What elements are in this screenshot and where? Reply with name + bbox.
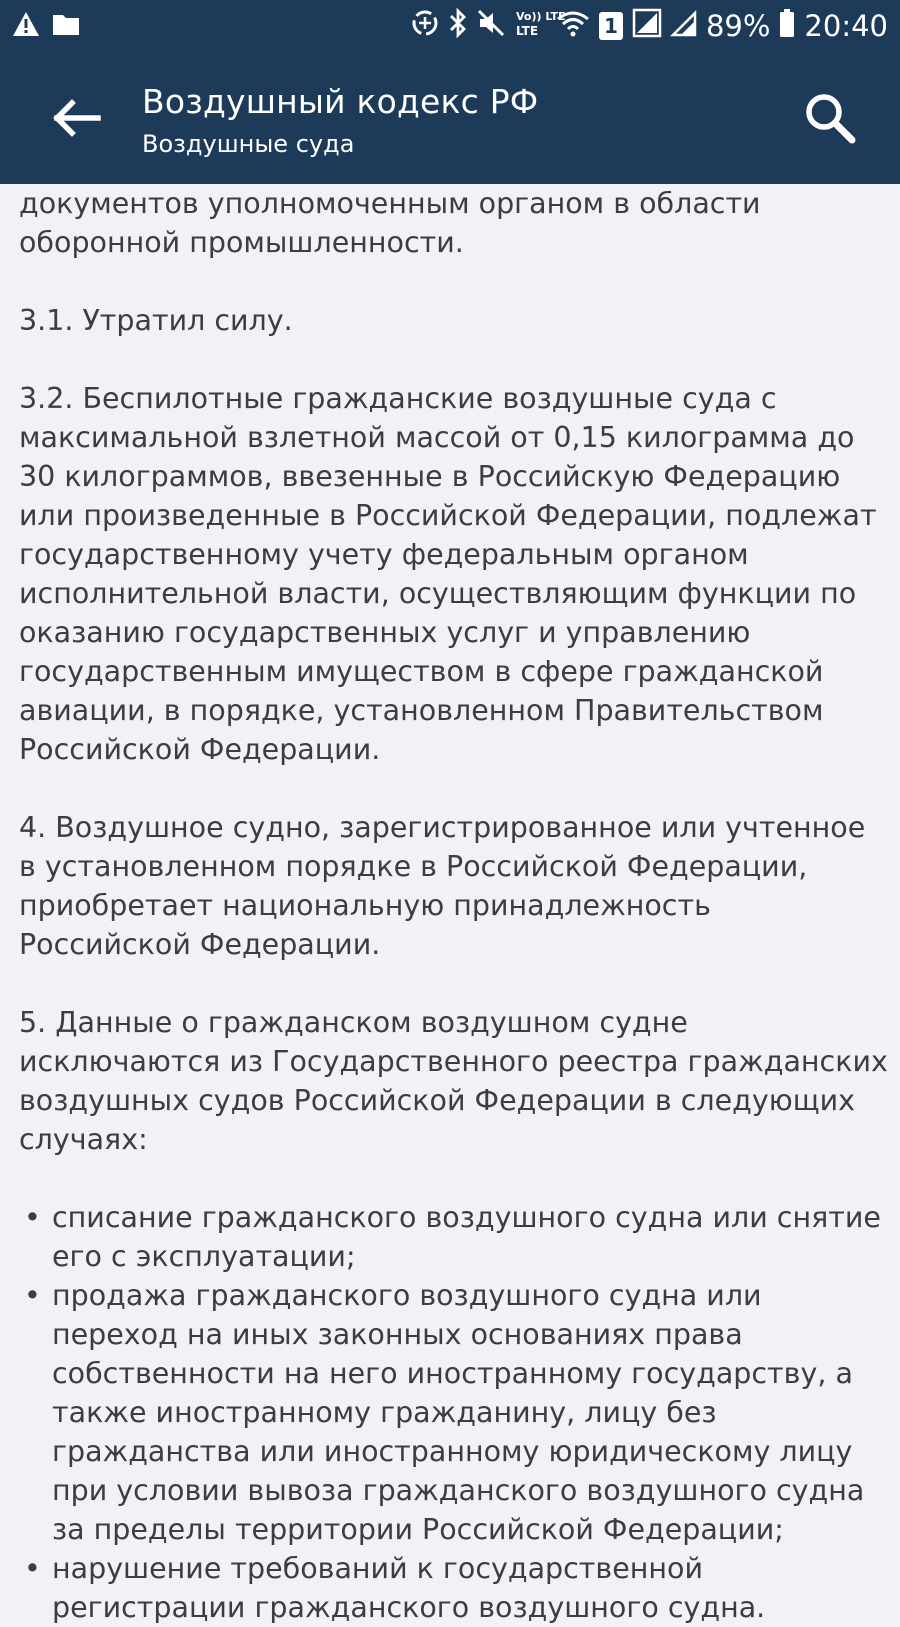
top-bar bbox=[0, 0, 900, 184]
mute-icon bbox=[476, 8, 506, 45]
clock: 20:40 bbox=[804, 9, 888, 43]
app-bar bbox=[0, 52, 900, 184]
paragraph-5: 5. Данные о гражданском воздушном судне исключаются из Государственного реестра гражданских воздушных судов Российской Федерации в следующих случаях: bbox=[19, 1006, 888, 1156]
status-bar bbox=[0, 0, 900, 52]
page-subtitle: Воздушные суда bbox=[142, 130, 355, 158]
paragraph-partial: документов уполномоченным органом в области оборонной промышленности. bbox=[19, 187, 761, 259]
status-bar-right bbox=[410, 6, 888, 46]
svg-text:LTE: LTE bbox=[515, 23, 538, 38]
paragraph-3-2: 3.2. Беспилотные гражданские воздушные суда с максимальной взлетной массой от 0,15 килограмма до 30 килограммов, ввезенные в Российскую Федерацию или произведенные в Российской Федерации, подлежат государственному учету федеральным органом исполнительной власти, осуществляющим функции по оказанию государственных услуг и управлению государственным имуществом в сфере гражданской авиации, в порядке, установленном Правительством Российской Федерации. bbox=[19, 382, 877, 766]
list-item: • продажа гражданского воздушного судна или переход на иных законных основаниях права собственности на него иностранному государству, а также иностранному гражданину, лицу без гражданства или иностранному юридическому лицу при условии вывоза гражданского воздушного судна за пределы территории Российской Федерации; bbox=[19, 1276, 889, 1549]
volte-icon bbox=[515, 8, 566, 45]
bluetooth-icon bbox=[449, 8, 467, 45]
battery-icon bbox=[779, 8, 795, 45]
svg-text:Vo)) LTE: Vo)) LTE bbox=[515, 9, 566, 23]
article-content[interactable] bbox=[19, 184, 889, 1624]
search-icon bbox=[800, 88, 860, 148]
list-item: • нарушение требований к государственной регистрации гражданского воздушного судна. bbox=[19, 1549, 889, 1627]
list-item: • списание гражданского воздушного судна или снятие его с эксплуатации; bbox=[19, 1198, 889, 1276]
paragraph-4: 4. Воздушное судно, зарегистрированное или учтенное в установленном порядке в Российской Федерации, приобретает национальную принадлежность Российской Федерации. bbox=[19, 811, 866, 961]
back-button[interactable] bbox=[40, 82, 112, 154]
data-saver-icon bbox=[410, 9, 440, 44]
status-bar-left bbox=[12, 10, 80, 42]
wifi-icon bbox=[556, 9, 590, 44]
signal-icon bbox=[671, 9, 697, 44]
app-bar-titles bbox=[142, 80, 538, 162]
folder-icon bbox=[52, 12, 80, 40]
page-title: Воздушный кодекс РФ bbox=[142, 82, 539, 121]
signal-icon bbox=[632, 8, 662, 45]
warning-icon bbox=[12, 11, 40, 41]
arrow-back-icon bbox=[50, 98, 102, 138]
sim-icon bbox=[599, 12, 623, 40]
paragraph-3-1: 3.1. Утратил силу. bbox=[19, 304, 293, 337]
battery-percent: 89% bbox=[705, 9, 771, 43]
search-button[interactable] bbox=[800, 88, 860, 148]
exclusion-cases-list bbox=[19, 1198, 889, 1627]
sim-label: 1 bbox=[603, 14, 618, 38]
